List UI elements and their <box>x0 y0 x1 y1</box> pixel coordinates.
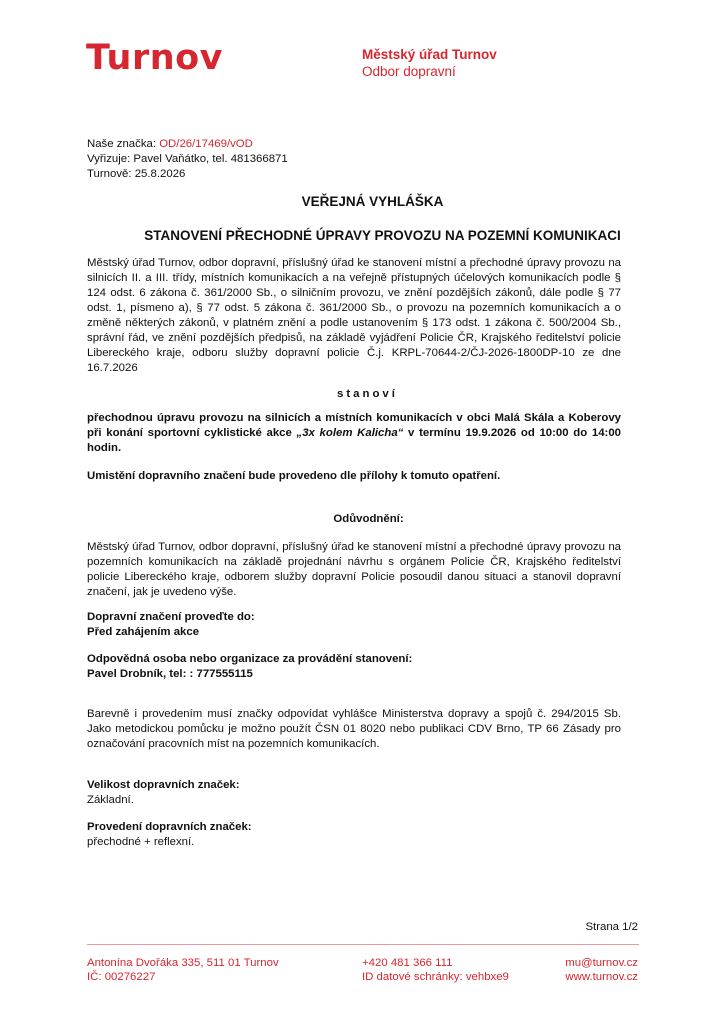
sign-size-label: Velikost dopravních značek: <box>87 779 240 791</box>
footer-street: Antonína Dvořáka 335, 511 01 Turnov <box>87 957 279 969</box>
sign-size-value: Základní. <box>87 794 134 806</box>
document-subtitle: STANOVENÍ PŘECHODNÉ ÚPRAVY PROVOZU NA POZEMNÍ KOMUNIKACI <box>144 228 621 243</box>
responsible-label: Odpovědná osoba nebo organizace za provádění stanovení: <box>87 653 413 665</box>
sign-type-value: přechodné + reflexní. <box>87 836 195 848</box>
footer-ico: IČ: 00276227 <box>87 971 156 983</box>
deadline-block <box>87 610 255 640</box>
footer-phone: +420 481 366 111 <box>362 957 453 969</box>
decision-text: přechodnou úpravu provozu na silnicích a místních komunikacích v obci Malá Skála a Koberovy při konání sportovní cyklistické akce <box>87 412 621 439</box>
reference-label: Naše značka: <box>87 138 160 150</box>
office-header <box>362 46 497 80</box>
office-department: Odbor dopravní <box>362 64 456 79</box>
sign-size-block <box>87 778 240 808</box>
placement-note: Umistění dopravního značení bude provedeno dle přílohy k tomuto opatření. <box>87 470 501 482</box>
document-title: VEŘEJNÁ VYHLÁŠKA <box>301 194 444 209</box>
responsible-block <box>87 652 412 682</box>
reference-number <box>87 137 288 152</box>
office-name: Městský úřad Turnov <box>362 47 497 62</box>
document-date: Turnově: 25.8.2026 <box>87 168 186 180</box>
decision-paragraph <box>87 411 621 456</box>
footer-databox: ID datové schránky: vehbxe9 <box>362 971 509 983</box>
logo: Turnov <box>86 38 223 78</box>
footer-website[interactable]: www.turnov.cz <box>565 971 638 983</box>
footer-web <box>565 956 638 984</box>
deadline-value: Před zahájením akce <box>87 626 200 638</box>
footer-divider <box>87 944 639 945</box>
standards-paragraph: Barevně i provedením musí značky odpovídat vyhlášce Ministerstva dopravy a spojů č. 294/2015 Sb. Jako metodickou pomůcku je možno použít ČSN 01 8020 nebo publikaci CDV Brno, TP 66 Zásady pro označování pracovních míst na pozemních komunikacích. <box>87 708 621 750</box>
decision-time: v termínu 19.9.2026 od 10:00 do 14:00 hodin. <box>87 427 621 454</box>
footer-email[interactable]: mu@turnov.cz <box>565 957 638 969</box>
justification-heading: Odůvodnění: <box>333 513 404 525</box>
footer-address <box>87 956 279 984</box>
handled-by: Vyřizuje: Pavel Vaňátko, tel. 481366871 <box>87 153 288 165</box>
event-name: „3x kolem Kalicha“ <box>296 427 404 439</box>
deadline-label: Dopravní značení proveďte do: <box>87 611 255 623</box>
sign-type-label: Provedení dopravních značek: <box>87 821 252 833</box>
reference-block <box>87 137 288 182</box>
responsible-value: Pavel Drobník, tel: : 777555115 <box>87 668 253 680</box>
decision-heading: stanoví <box>337 388 398 400</box>
footer-contact <box>362 956 509 984</box>
intro-paragraph: Městský úřad Turnov, odbor dopravní, příslušný úřad ke stanovení místní a přechodné úpravy provozu na silnicích II. a III. třídy, místních komunikacích a na veřejně přístupných účelových komunikacích podle § 124 odst. 6 zákona č. 361/2000 Sb., o silničním provozu, ve znění pozdějších zákonů, dále podle § 77 odst. 1, písmeno a), § 77 odst. 5 zákona č. 361/2000 Sb., o provozu na pozemních komunikacích a o změně některých zákonů, v platném znění a podle ustanovením § 173 odst. 1 zákona č. 500/2004 Sb., správní řád, ve znění pozdějších předpisů, na základě vyjádření Policie ČR, Krajského ředitelství policie Libereckého kraje, odboru služby dopravní policie Č.j. KRPL-70644-2/ČJ-2026-1800DP-10 ze dne 16.7.2026 <box>87 257 621 374</box>
reference-value: OD/26/17469/vOD <box>159 138 253 150</box>
justification-paragraph: Městský úřad Turnov, odbor dopravní, příslušný úřad ke stanovení místní a přechodné úpravy provozu na pozemních komunikacích na základě projednání návrhu s orgánem Policie ČR, Krajského ředitelství policie Libereckého kraje, odborem služby dopravní Policie posoudil danou situaci a stanovil dopravní značení, jak je uvedeno výše. <box>87 541 621 598</box>
page-number: Strana 1/2 <box>585 921 638 933</box>
sign-type-block <box>87 820 252 850</box>
